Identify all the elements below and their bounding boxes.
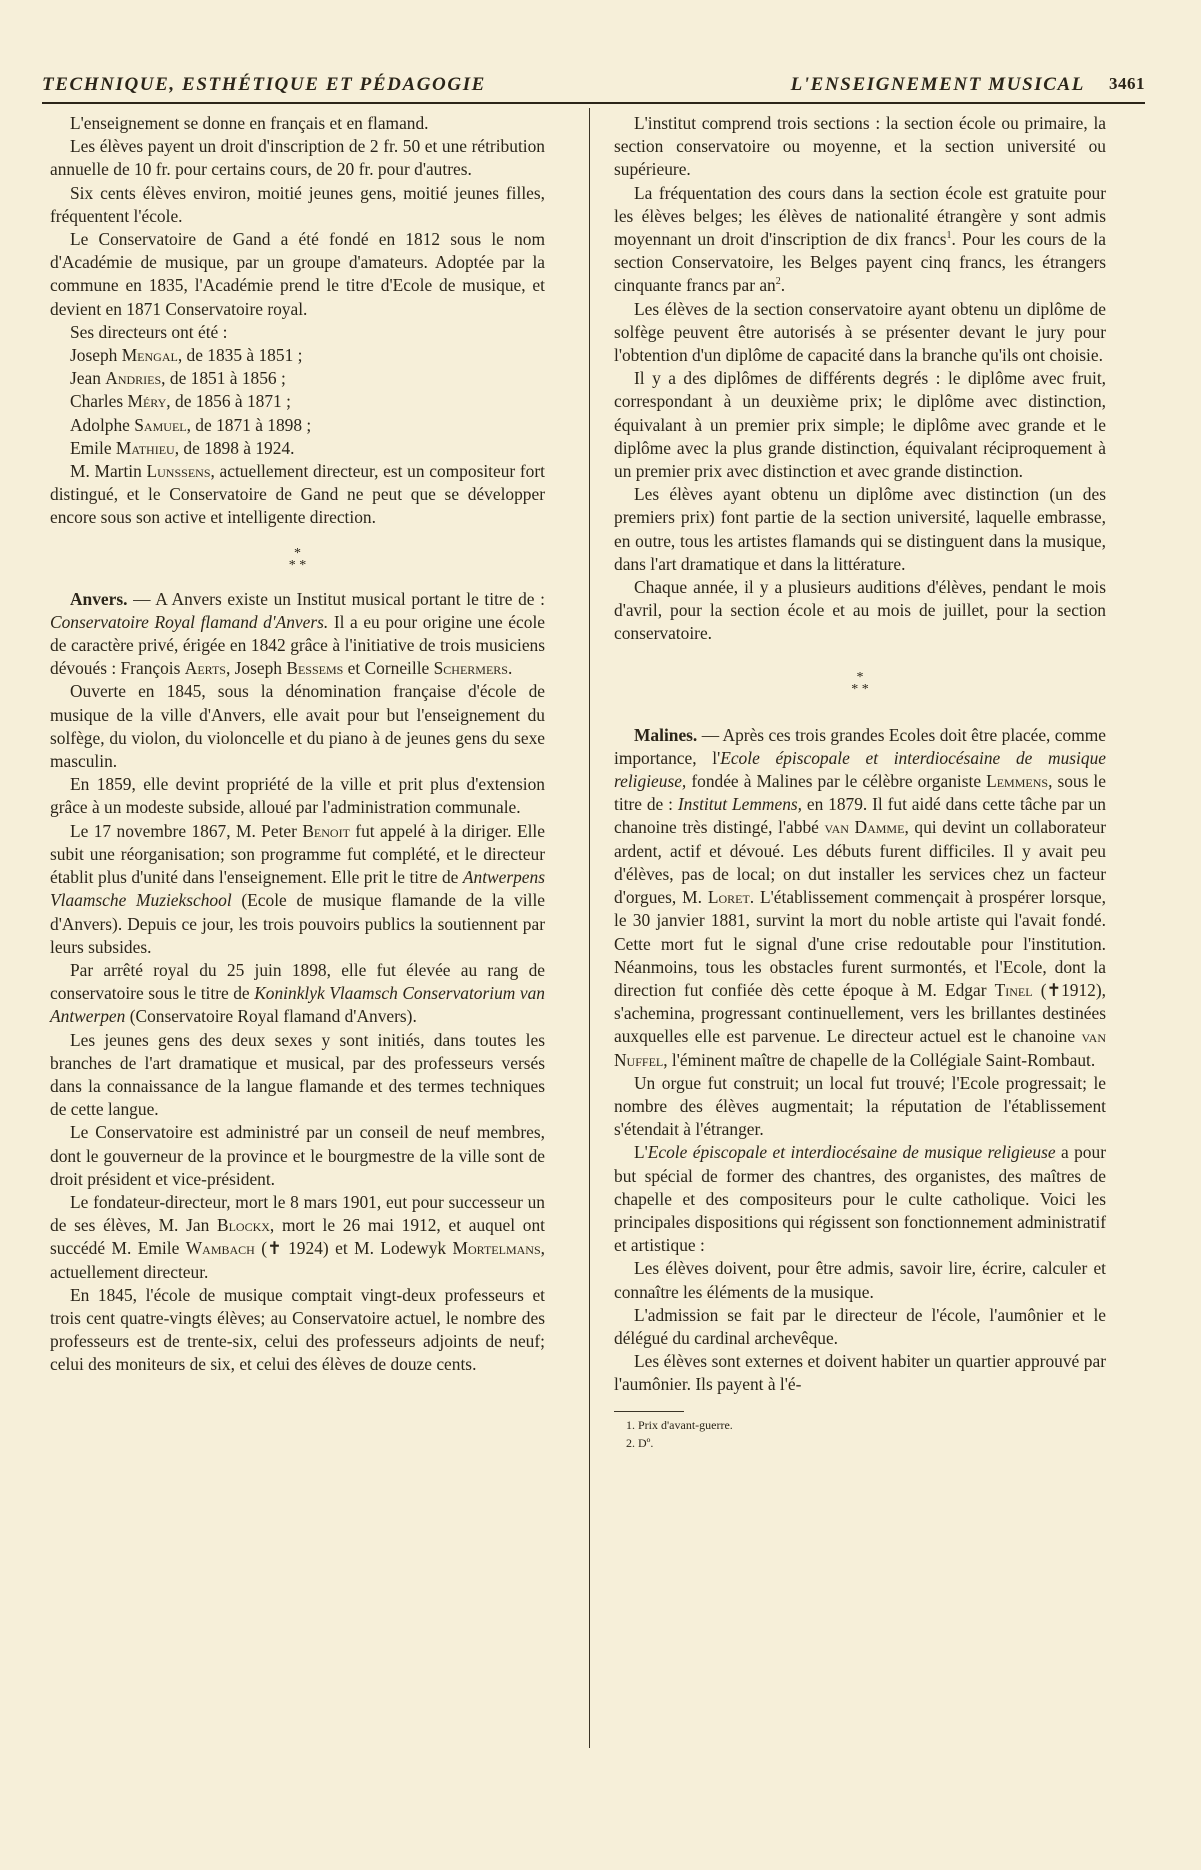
paragraph: L'institut comprend trois sections : la section école ou primaire, la section conservatoire ou moyenne, et la section université ou supérieure. (614, 113, 1106, 180)
director-item: Jean Andries, de 1851 à 1856 ; (70, 368, 286, 389)
paragraph: Les jeunes gens des deux sexes y sont initiés, dans toutes les branches de l'art dramatique et musical, par des professeurs versés dans la connaissance de la langue flamande et des termes techniques de cette langue. (50, 1029, 545, 1120)
director-item: Adolphe Samuel, de 1871 à 1898 ; (70, 414, 312, 435)
paragraph: Ouverte en 1845, sous la dénomination française d'école de musique de la ville d'Anvers, elle avait pour but l'enseignement du solfège, du violon, du violoncelle et du piano à de jeunes gens du sexe masculin. (50, 681, 545, 772)
paragraph: L'admission se fait par le directeur de l'école, l'aumônier et le délégué du cardinal archevêque. (614, 1304, 1106, 1348)
paragraph: M. Martin Lunssens, actuellement directeur, est un compositeur fort distingué, et le Conservatoire de Gand ne peut que se développer encore sous son active et intelligente direction. (50, 461, 545, 528)
paragraph: Les élèves payent un droit d'inscription de 2 fr. 50 et une rétribution annuelle de 10 fr. pour certains cours, de 20 fr. pour d'autres. (50, 136, 545, 180)
paragraph: Six cents élèves environ, moitié jeunes gens, moitié jeunes filles, fréquentent l'école. (50, 182, 545, 226)
footnote-marker: 1 (946, 230, 952, 242)
paragraph: Les élèves sont externes et doivent habiter un quartier approuvé par l'aumônier. Ils payent à l'é- (614, 1351, 1106, 1395)
page-number: 3461 (1109, 74, 1145, 93)
director-item: Emile Mathieu, de 1898 à 1924. (70, 437, 295, 458)
paragraph: Le 17 novembre 1867, M. Peter Benoit fut appelé à la diriger. Elle subit une réorganisation; son programme fut complété, et le directeur établit plus d'unité dans l'enseignement. Elle prit le titre de Antwerpens Vlaamsche Muziekschool (Ecole de musique flamande de la ville d'Anvers). Depuis ce jour, les trois pouvoirs publics la soutiennent par leurs subsides. (50, 820, 545, 957)
footnote: 1. Prix d'avant-guerre. (626, 1417, 733, 1432)
paragraph: Un orgue fut construit; un local fut trouvé; l'Ecole progressait; le nombre des élèves augmentait; la réputation de l'établissement s'étendait à l'étranger. (614, 1072, 1106, 1140)
paragraph: Les élèves doivent, pour être admis, savoir lire, écrire, calculer et connaître les éléments de la musique. (614, 1258, 1106, 1302)
director-item: Charles Méry, de 1856 à 1871 ; (70, 391, 291, 412)
paragraph: L'enseignement se donne en français et en flamand. (70, 113, 429, 133)
paragraph-malines: Malines. — Après ces trois grandes Ecoles doit être placée, comme importance, l'Ecole épiscopale et interdiocésaine de musique religieuse, fondée à Malines par le célèbre organiste Lemmens, sous le titre de : Institut Lemmens, en 1879. Il fut aidé dans cette tâche par un chanoine très distingé, l'abbé van Damme, qui devint un collaborateur ardent, actif et dévoué. Les débuts furent difficiles. Il y avait peu d'élèves, pas de local; on dut installer les services chez un facteur d'orgues, M. Loret. L'établissement commençait à prospérer lorsque, le 30 janvier 1881, survint la mort du noble artiste qui l'avait fondé. Cette mort fut le signal d'une crise redoutable pour l'institution. Néanmoins, tous les obstacles furent surmontés, et l'Ecole, dont la direction fut confiée dès cette époque à M. Edgar Tinel (✝1912), s'achemina, progressant continuellement, vers les brillantes destinées auxquelles elle est parvenue. Le directeur actuel est le chanoine van Nuffel, l'éminent maître de chapelle de la Collégiale Saint-Rombaut. (614, 724, 1106, 1070)
paragraph: Le fondateur-directeur, mort le 8 mars 1901, eut pour successeur un de ses élèves, M. Jan Blockx, mort le 26 mai 1912, et auquel ont succédé M. Emile Wambach (✝ 1924) et M. Lodewyk Mortelmans, actuellement directeur. (50, 1191, 546, 1282)
paragraph: Chaque année, il y a plusieurs auditions d'élèves, pendant le mois d'avril, pour la section école et au mois de juillet, pour la section conservatoire. (614, 577, 1106, 644)
director-item: Joseph Mengal, de 1835 à 1851 ; (70, 345, 303, 366)
left-column (50, 112, 545, 1377)
directors-list (50, 344, 545, 460)
section-separator: * * * (288, 545, 307, 573)
footnote-marker: 2 (775, 276, 781, 288)
paragraph-anvers: Anvers. — A Anvers existe un Institut musical portant le titre de : Conservatoire Royal flamand d'Anvers. Il a eu pour origine une école de caractère privé, érigée en 1842 grâce à l'initiative de trois musiciens dévoués : François Aerts, Joseph Bessems et Corneille Schermers. (50, 588, 545, 679)
header-chapter-title: L'ENSEIGNEMENT MUSICAL (790, 74, 1085, 95)
text-columns (42, 104, 1145, 1804)
paragraph: Le Conservatoire est administré par un conseil de neuf membres, dont le gouverneur de la province et le bourgmestre de la ville sont de droit président et vice-président. (50, 1122, 545, 1189)
section-separator: * * * (851, 669, 869, 697)
paragraph: En 1845, l'école de musique comptait vingt-deux professeurs et trois cent quatre-vingts élèves; au Conservatoire actuel, le nombre des professeurs est de trente-six, celui des professeurs adjoints de neuf; celui des moniteurs de six, et celui des élèves de douze cents. (50, 1284, 545, 1375)
paragraph: Le Conservatoire de Gand a été fondé en 1812 sous le nom d'Académie de musique, par un groupe d'amateurs. Adoptée par la commune en 1835, l'Académie prend le titre d'Ecole de musique, et devient en 1871 Conservatoire royal. (50, 229, 545, 319)
right-column (614, 112, 1106, 1452)
footnote: 2. Dº. (626, 1435, 654, 1450)
paragraph: L'Ecole épiscopale et interdiocésaine de musique religieuse a pour but spécial de former des chantres, des organistes, des maîtres de chapelle et des compositeurs pour le culte catholique. Voici les principales dispositions qui régissent son fonctionnement administratif et artistique : (614, 1142, 1106, 1256)
section-heading-anvers: Anvers. (70, 588, 128, 609)
section-heading-malines: Malines. (634, 724, 698, 745)
footnote-rule (614, 1411, 684, 1412)
paragraph: Les élèves de la section conservatoire ayant obtenu un diplôme de solfège peuvent être autorisés à se présenter devant le jury pour l'obtention d'un diplôme de capacité dans la branche qu'ils ont choisie. (614, 298, 1106, 366)
header-section-title: TECHNIQUE, ESTHÉTIQUE ET PÉDAGOGIE (42, 74, 486, 95)
column-divider (589, 108, 590, 1748)
paragraph: Les élèves ayant obtenu un diplôme avec distinction (un des premiers prix) font partie de la section université, laquelle embrasse, en outre, tous les artistes flamands qui se distinguent dans la musique, dans l'art dramatique et dans la littérature. (614, 484, 1106, 574)
paragraph: En 1859, elle devint propriété de la ville et prit plus d'extension grâce à un modeste subside, alloué par l'administration communale. (50, 774, 545, 818)
running-header (42, 72, 1145, 104)
paragraph: Par arrêté royal du 25 juin 1898, elle fut élevée au rang de conservatoire sous le titre de Koninklyk Vlaamsch Conservatorium van Antwerpen (Conservatoire Royal flamand d'Anvers). (50, 959, 545, 1027)
paragraph: Il y a des diplômes de différents degrés : le diplôme avec fruit, correspondant à un deuxième prix; le diplôme avec distinction, équivalant à un premier prix simple; le diplôme avec grande et le diplôme avec la plus grande distinction, équivalant réciproquement à un premier prix avec distinction et avec grande distinction. (614, 368, 1106, 482)
paragraph: La fréquentation des cours dans la section école est gratuite pour les élèves belges; les élèves de nationalité étrangère y sont admis moyennant un droit d'inscription de dix francs$^1$. Pour les cours de la section Conservatoire, les Belges payent cinq francs, les étrangers cinquante francs par $an^2$. (614, 182, 1106, 296)
paragraph: Ses directeurs ont été : (70, 321, 228, 342)
